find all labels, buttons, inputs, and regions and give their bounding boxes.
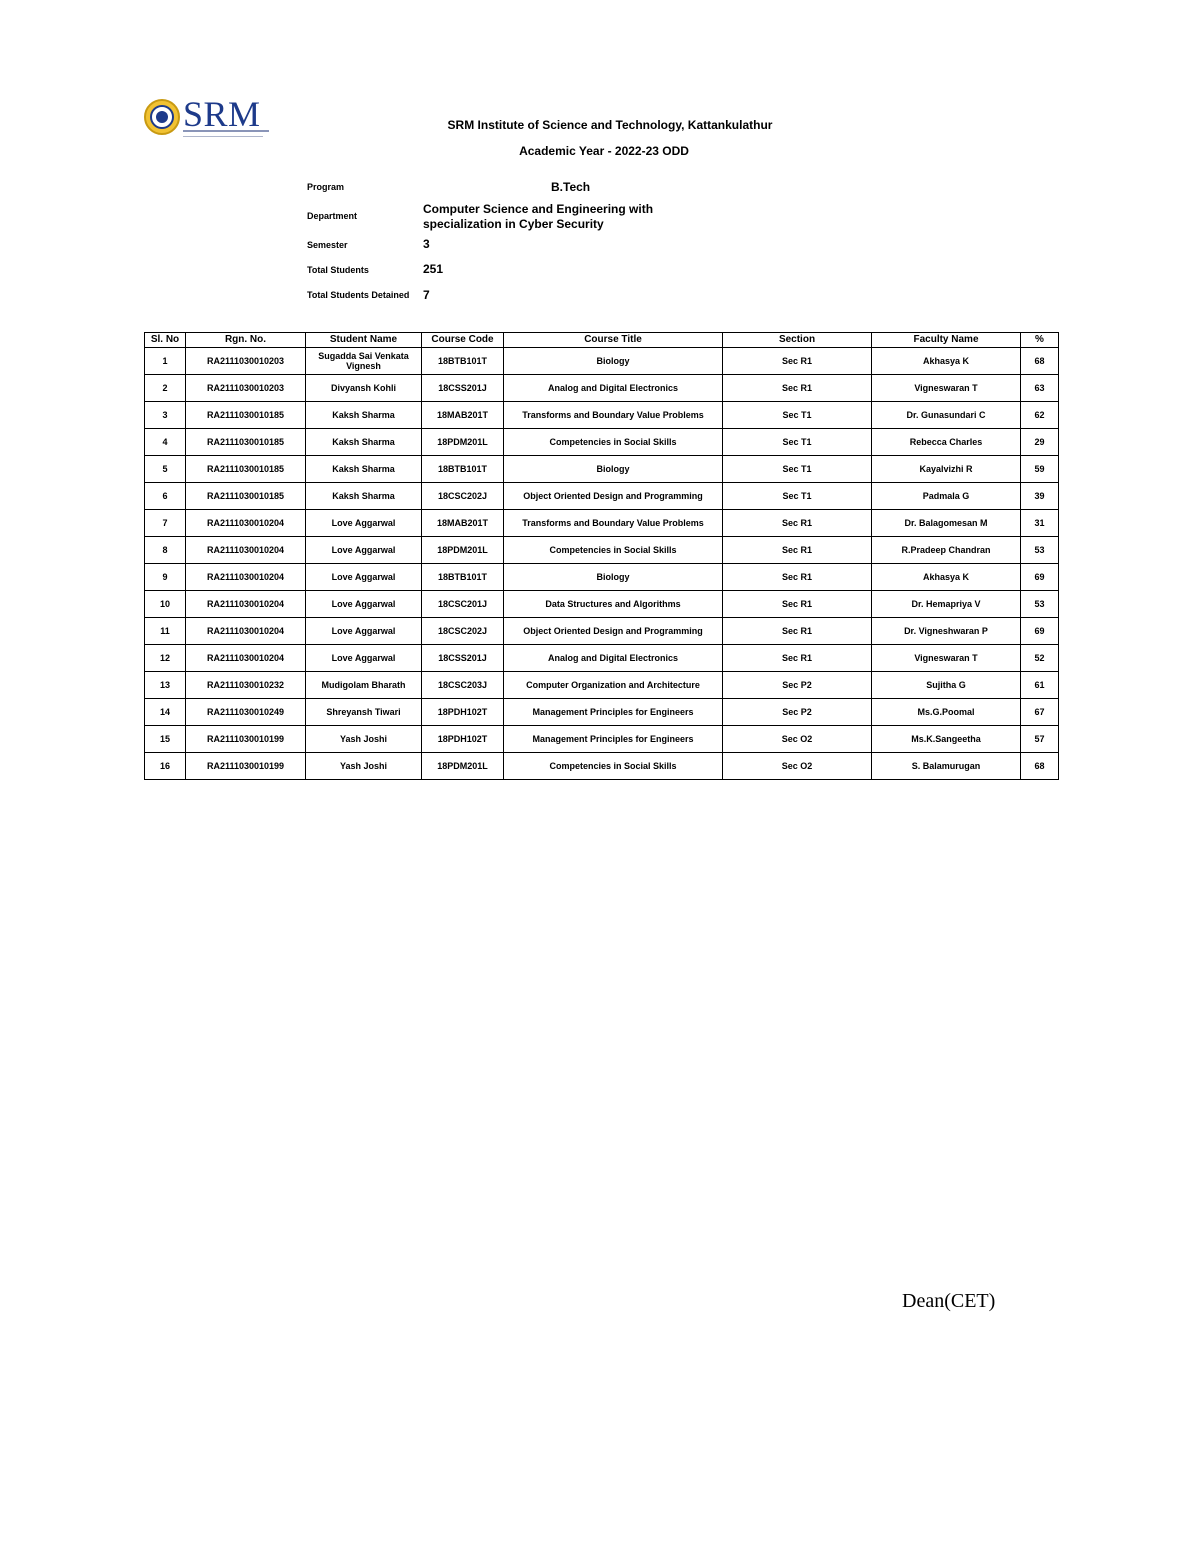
cell-course-code: 18CSS201J (422, 375, 504, 402)
cell-percent: 63 (1021, 375, 1059, 402)
program-label: Program (307, 182, 345, 192)
cell-faculty-name: Vigneswaran T (872, 645, 1021, 672)
cell-sl-no: 12 (145, 645, 186, 672)
cell-course-code: 18PDH102T (422, 726, 504, 753)
cell-sl-no: 8 (145, 537, 186, 564)
cell-rgn-no: RA2111030010185 (186, 402, 306, 429)
cell-sl-no: 13 (145, 672, 186, 699)
cell-section: Sec T1 (723, 429, 872, 456)
cell-course-title: Transforms and Boundary Value Problems (504, 510, 723, 537)
academic-year: Academic Year - 2022-23 ODD (519, 144, 689, 158)
cell-student-name: Shreyansh Tiwari (306, 699, 422, 726)
cell-rgn-no: RA2111030010204 (186, 510, 306, 537)
table-row (145, 537, 1059, 564)
cell-section: Sec O2 (723, 753, 872, 780)
total-students-label: Total Students (307, 265, 369, 275)
cell-course-code: 18PDM201L (422, 429, 504, 456)
cell-section: Sec R1 (723, 348, 872, 375)
cell-course-title: Biology (504, 348, 723, 375)
header-faculty-name: Faculty Name (872, 333, 1021, 348)
cell-sl-no: 7 (145, 510, 186, 537)
cell-section: Sec R1 (723, 375, 872, 402)
cell-rgn-no: RA2111030010203 (186, 375, 306, 402)
cell-student-name: Mudigolam Bharath (306, 672, 422, 699)
cell-student-name: Love Aggarwal (306, 564, 422, 591)
cell-sl-no: 1 (145, 348, 186, 375)
cell-student-name: Kaksh Sharma (306, 402, 422, 429)
cell-sl-no: 2 (145, 375, 186, 402)
cell-student-name: Yash Joshi (306, 753, 422, 780)
cell-faculty-name: Vigneswaran T (872, 375, 1021, 402)
cell-faculty-name: Dr. Gunasundari C (872, 402, 1021, 429)
cell-course-code: 18BTB101T (422, 564, 504, 591)
cell-section: Sec R1 (723, 537, 872, 564)
cell-percent: 68 (1021, 348, 1059, 375)
table-header-row (145, 333, 1059, 348)
cell-faculty-name: Padmala G (872, 483, 1021, 510)
cell-percent: 62 (1021, 402, 1059, 429)
table-row (145, 564, 1059, 591)
table-row (145, 753, 1059, 780)
cell-student-name: Love Aggarwal (306, 645, 422, 672)
cell-student-name: Love Aggarwal (306, 537, 422, 564)
table-row (145, 375, 1059, 402)
cell-rgn-no: RA2111030010249 (186, 699, 306, 726)
cell-section: Sec R1 (723, 564, 872, 591)
cell-percent: 57 (1021, 726, 1059, 753)
cell-sl-no: 14 (145, 699, 186, 726)
cell-section: Sec T1 (723, 456, 872, 483)
cell-rgn-no: RA2111030010232 (186, 672, 306, 699)
table-row (145, 483, 1059, 510)
cell-percent: 39 (1021, 483, 1059, 510)
cell-section: Sec T1 (723, 483, 872, 510)
cell-sl-no: 6 (145, 483, 186, 510)
cell-sl-no: 9 (145, 564, 186, 591)
cell-section: Sec P2 (723, 672, 872, 699)
detained-label: Total Students Detained (307, 290, 410, 300)
header-student-name: Student Name (306, 333, 422, 348)
cell-course-code: 18PDH102T (422, 699, 504, 726)
cell-course-title: Object Oriented Design and Programming (504, 618, 723, 645)
cell-faculty-name: Dr. Balagomesan M (872, 510, 1021, 537)
cell-course-code: 18PDM201L (422, 753, 504, 780)
cell-sl-no: 15 (145, 726, 186, 753)
cell-section: Sec O2 (723, 726, 872, 753)
cell-course-title: Biology (504, 456, 723, 483)
table-row (145, 672, 1059, 699)
cell-section: Sec R1 (723, 510, 872, 537)
cell-course-title: Competencies in Social Skills (504, 537, 723, 564)
cell-faculty-name: Ms.G.Poomal (872, 699, 1021, 726)
cell-student-name: Love Aggarwal (306, 618, 422, 645)
department-label: Department (307, 211, 358, 221)
cell-faculty-name: Sujitha G (872, 672, 1021, 699)
cell-sl-no: 3 (145, 402, 186, 429)
semester-value: 3 (423, 237, 430, 251)
table-row (145, 699, 1059, 726)
institution-title: SRM Institute of Science and Technology, Kattankulathur (447, 118, 773, 132)
cell-rgn-no: RA2111030010204 (186, 591, 306, 618)
cell-student-name: Love Aggarwal (306, 591, 422, 618)
cell-course-code: 18CSC202J (422, 483, 504, 510)
cell-faculty-name: Rebecca Charles (872, 429, 1021, 456)
cell-percent: 69 (1021, 564, 1059, 591)
table-row (145, 402, 1059, 429)
table-row (145, 591, 1059, 618)
header-course-code: Course Code (422, 333, 504, 348)
table-row (145, 618, 1059, 645)
cell-course-code: 18CSC203J (422, 672, 504, 699)
cell-course-code: 18CSS201J (422, 645, 504, 672)
total-students-value: 251 (423, 262, 444, 276)
cell-rgn-no: RA2111030010185 (186, 483, 306, 510)
header-sl-no: Sl. No (145, 333, 186, 348)
cell-faculty-name: Dr. Hemapriya V (872, 591, 1021, 618)
cell-faculty-name: S. Balamurugan (872, 753, 1021, 780)
table-row (145, 726, 1059, 753)
logo-subtagline-line (183, 136, 263, 139)
cell-course-title: Analog and Digital Electronics (504, 645, 723, 672)
department-value-line2: specialization in Cyber Security (423, 217, 604, 231)
cell-rgn-no: RA2111030010204 (186, 645, 306, 672)
cell-percent: 52 (1021, 645, 1059, 672)
cell-percent: 31 (1021, 510, 1059, 537)
cell-course-code: 18MAB201T (422, 510, 504, 537)
semester-label: Semester (307, 240, 348, 250)
cell-section: Sec R1 (723, 618, 872, 645)
cell-course-title: Biology (504, 564, 723, 591)
cell-course-code: 18CSC201J (422, 591, 504, 618)
cell-rgn-no: RA2111030010204 (186, 537, 306, 564)
detention-table (144, 332, 1059, 780)
cell-student-name: Love Aggarwal (306, 510, 422, 537)
cell-rgn-no: RA2111030010204 (186, 564, 306, 591)
cell-student-name: Yash Joshi (306, 726, 422, 753)
cell-course-title: Object Oriented Design and Programming (504, 483, 723, 510)
cell-section: Sec P2 (723, 699, 872, 726)
cell-course-code: 18CSC202J (422, 618, 504, 645)
department-value-line1: Computer Science and Engineering with (423, 202, 654, 216)
cell-student-name: Sugadda Sai Venkata Vignesh (306, 348, 422, 375)
program-value: B.Tech (551, 180, 591, 194)
cell-faculty-name: Dr. Vigneshwaran P (872, 618, 1021, 645)
cell-rgn-no: RA2111030010185 (186, 456, 306, 483)
cell-section: Sec R1 (723, 591, 872, 618)
cell-course-title: Competencies in Social Skills (504, 429, 723, 456)
cell-rgn-no: RA2111030010199 (186, 726, 306, 753)
cell-percent: 53 (1021, 591, 1059, 618)
cell-percent: 59 (1021, 456, 1059, 483)
cell-faculty-name: Akhasya K (872, 348, 1021, 375)
cell-faculty-name: Ms.K.Sangeetha (872, 726, 1021, 753)
cell-course-title: Computer Organization and Architecture (504, 672, 723, 699)
header-course-title: Course Title (504, 333, 723, 348)
logo-text: SRM (183, 94, 261, 134)
cell-percent: 53 (1021, 537, 1059, 564)
cell-rgn-no: RA2111030010199 (186, 753, 306, 780)
dean-signature: Dean(CET) (902, 1290, 996, 1312)
cell-rgn-no: RA2111030010203 (186, 348, 306, 375)
cell-student-name: Kaksh Sharma (306, 483, 422, 510)
cell-course-code: 18BTB101T (422, 348, 504, 375)
cell-course-title: Competencies in Social Skills (504, 753, 723, 780)
header-section: Section (723, 333, 872, 348)
cell-section: Sec T1 (723, 402, 872, 429)
cell-faculty-name: Akhasya K (872, 564, 1021, 591)
cell-course-code: 18PDM201L (422, 537, 504, 564)
cell-student-name: Kaksh Sharma (306, 429, 422, 456)
cell-faculty-name: R.Pradeep Chandran (872, 537, 1021, 564)
cell-sl-no: 11 (145, 618, 186, 645)
cell-percent: 68 (1021, 753, 1059, 780)
cell-rgn-no: RA2111030010204 (186, 618, 306, 645)
table-row (145, 456, 1059, 483)
cell-course-title: Management Principles for Engineers (504, 726, 723, 753)
cell-faculty-name: Kayalvizhi R (872, 456, 1021, 483)
cell-sl-no: 10 (145, 591, 186, 618)
header-rgn-no: Rgn. No. (186, 333, 306, 348)
table-row (145, 348, 1059, 375)
table-row (145, 429, 1059, 456)
cell-percent: 69 (1021, 618, 1059, 645)
cell-rgn-no: RA2111030010185 (186, 429, 306, 456)
cell-section: Sec R1 (723, 645, 872, 672)
cell-course-title: Data Structures and Algorithms (504, 591, 723, 618)
cell-percent: 61 (1021, 672, 1059, 699)
cell-sl-no: 16 (145, 753, 186, 780)
cell-percent: 67 (1021, 699, 1059, 726)
cell-course-title: Management Principles for Engineers (504, 699, 723, 726)
cell-course-code: 18BTB101T (422, 456, 504, 483)
detained-value: 7 (423, 288, 430, 302)
table-row (145, 645, 1059, 672)
cell-course-code: 18MAB201T (422, 402, 504, 429)
table-row (145, 510, 1059, 537)
cell-percent: 29 (1021, 429, 1059, 456)
cell-course-title: Analog and Digital Electronics (504, 375, 723, 402)
cell-student-name: Kaksh Sharma (306, 456, 422, 483)
cell-course-title: Transforms and Boundary Value Problems (504, 402, 723, 429)
cell-sl-no: 5 (145, 456, 186, 483)
cell-sl-no: 4 (145, 429, 186, 456)
header-percent: % (1021, 333, 1059, 348)
cell-student-name: Divyansh Kohli (306, 375, 422, 402)
